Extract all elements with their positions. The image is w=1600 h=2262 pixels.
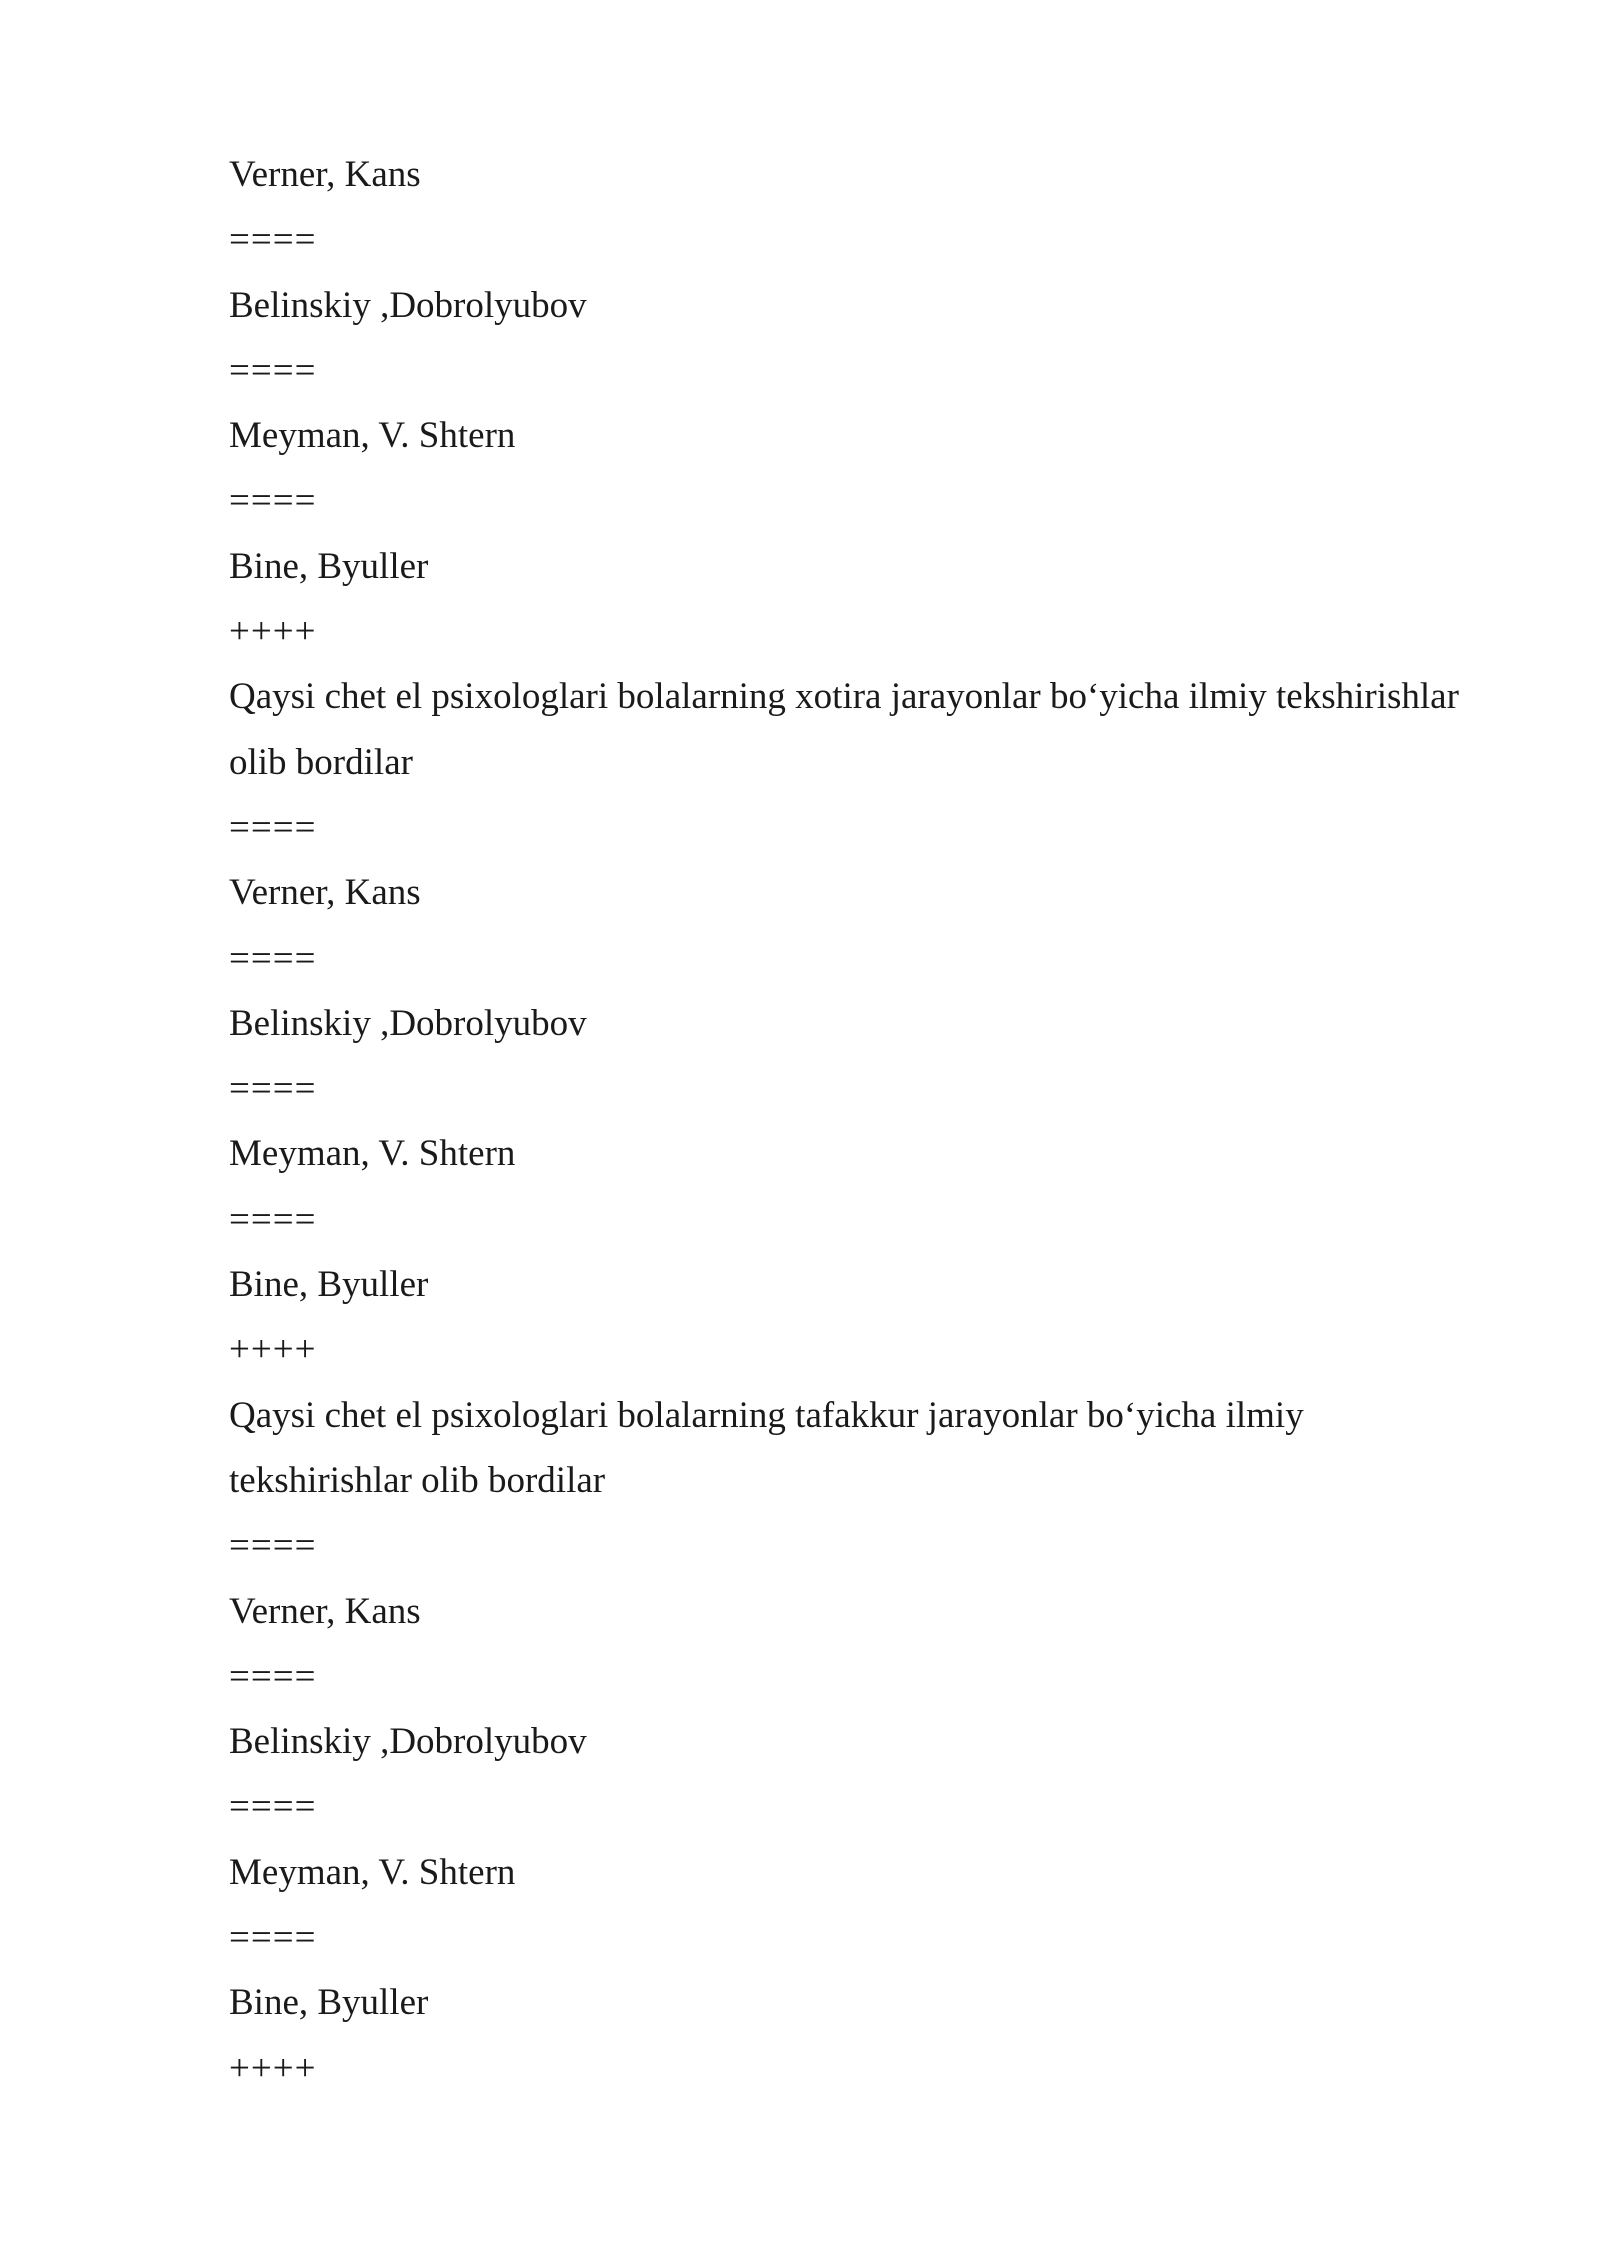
option-separator: ==== [229,480,317,522]
answer-option: Bine, Byuller [229,1982,429,2024]
question-text: olib bordilar [229,741,413,783]
option-separator: ==== [229,1525,317,1567]
question-separator: ++++ [229,1329,317,1371]
option-separator: ==== [229,1198,317,1240]
option-separator: ==== [229,1655,317,1697]
option-separator: ==== [229,806,317,848]
answer-option: Belinskiy ,Dobrolyubov [229,1721,587,1763]
answer-option: Verner, Kans [229,154,421,195]
question-text: tekshirishlar olib bordilar [229,1459,606,1501]
answer-option: Bine, Byuller [229,545,429,587]
option-separator: ==== [229,1786,317,1828]
option-separator: ==== [229,349,317,391]
answer-option: Belinskiy ,Dobrolyubov [229,1002,587,1044]
question-text: Qaysi chet el psixologlari bolalarning xotira jarayonlar bo‘yicha ilmiy tekshirishlar [229,676,1459,718]
answer-option: Belinskiy ,Dobrolyubov [229,284,587,326]
question-separator: ++++ [229,611,317,653]
answer-option: Verner, Kans [229,1590,421,1632]
answer-option: Meyman, V. Shtern [229,1133,516,1175]
answer-option: Meyman, V. Shtern [229,415,516,457]
question-text: Qaysi chet el psixologlari bolalarning tafakkur jarayonlar bo‘yicha ilmiy [229,1394,1304,1436]
answer-option: Verner, Kans [229,872,421,914]
option-separator: ==== [229,1917,317,1959]
option-separator: ==== [229,937,317,979]
answer-option: Bine, Byuller [229,1264,429,1306]
option-separator: ==== [229,1068,317,1110]
option-separator: ==== [229,219,317,261]
document-body [229,142,1529,2101]
question-separator: ++++ [229,2047,317,2089]
answer-option: Meyman, V. Shtern [229,1851,516,1893]
